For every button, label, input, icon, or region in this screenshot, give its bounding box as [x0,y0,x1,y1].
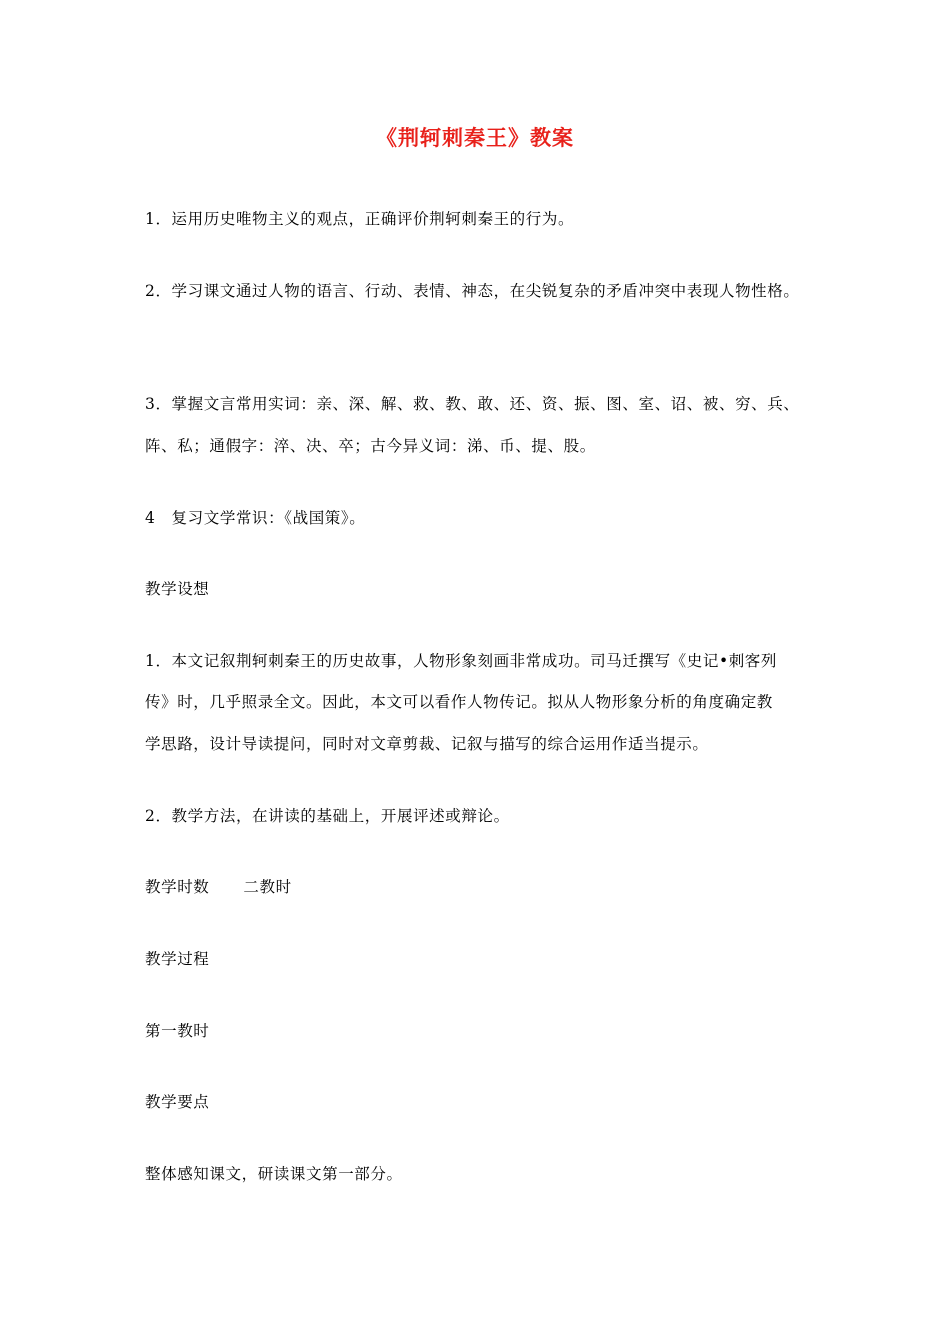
idea-heading: 教学设想 [145,580,210,598]
idea-1-line-3: 学思路，设计导读提问，同时对文章剪裁、记叙与描写的综合运用作适当提示。 [145,735,709,753]
key-points-heading: 教学要点 [145,1093,210,1111]
goal-3-continued: 阵、私；通假字：淬、决、卒；古今异义词：涕、币、提、股。 [145,437,596,455]
key-points-text: 整体感知课文，研读课文第一部分。 [145,1165,403,1183]
goal-3: 3．掌握文言常用实词：亲、深、解、救、教、敢、还、资、振、图、室、诏、被、穷、兵、 [145,395,800,413]
teaching-hours-label: 教学时数 [145,878,210,896]
process-heading: 教学过程 [145,950,210,968]
idea-1-line-2: 传》时，几乎照录全文。因此，本文可以看作人物传记。拟从人物形象分析的角度确定教 [145,693,773,711]
goal-1: 1．运用历史唯物主义的观点，正确评价荆轲刺秦王的行为。 [145,210,575,228]
idea-1-line-1: 1．本文记叙荆轲刺秦王的历史故事，人物形象刻画非常成功。司马迁撰写《史记•刺客列 [145,652,778,670]
goal-4: 4 复习文学常识：《战国策》。 [145,509,366,527]
document-title: 《荆轲刺秦王》教案 [376,126,574,150]
goal-2: 2．学习课文通过人物的语言、行动、表情、神态，在尖锐复杂的矛盾冲突中表现人物性格。 [145,282,800,300]
lesson-heading: 第一教时 [145,1022,210,1040]
idea-2: 2．教学方法，在讲读的基础上，开展评述或辩论。 [145,807,510,825]
teaching-hours [145,877,292,897]
teaching-hours-value: 二教时 [243,878,292,896]
